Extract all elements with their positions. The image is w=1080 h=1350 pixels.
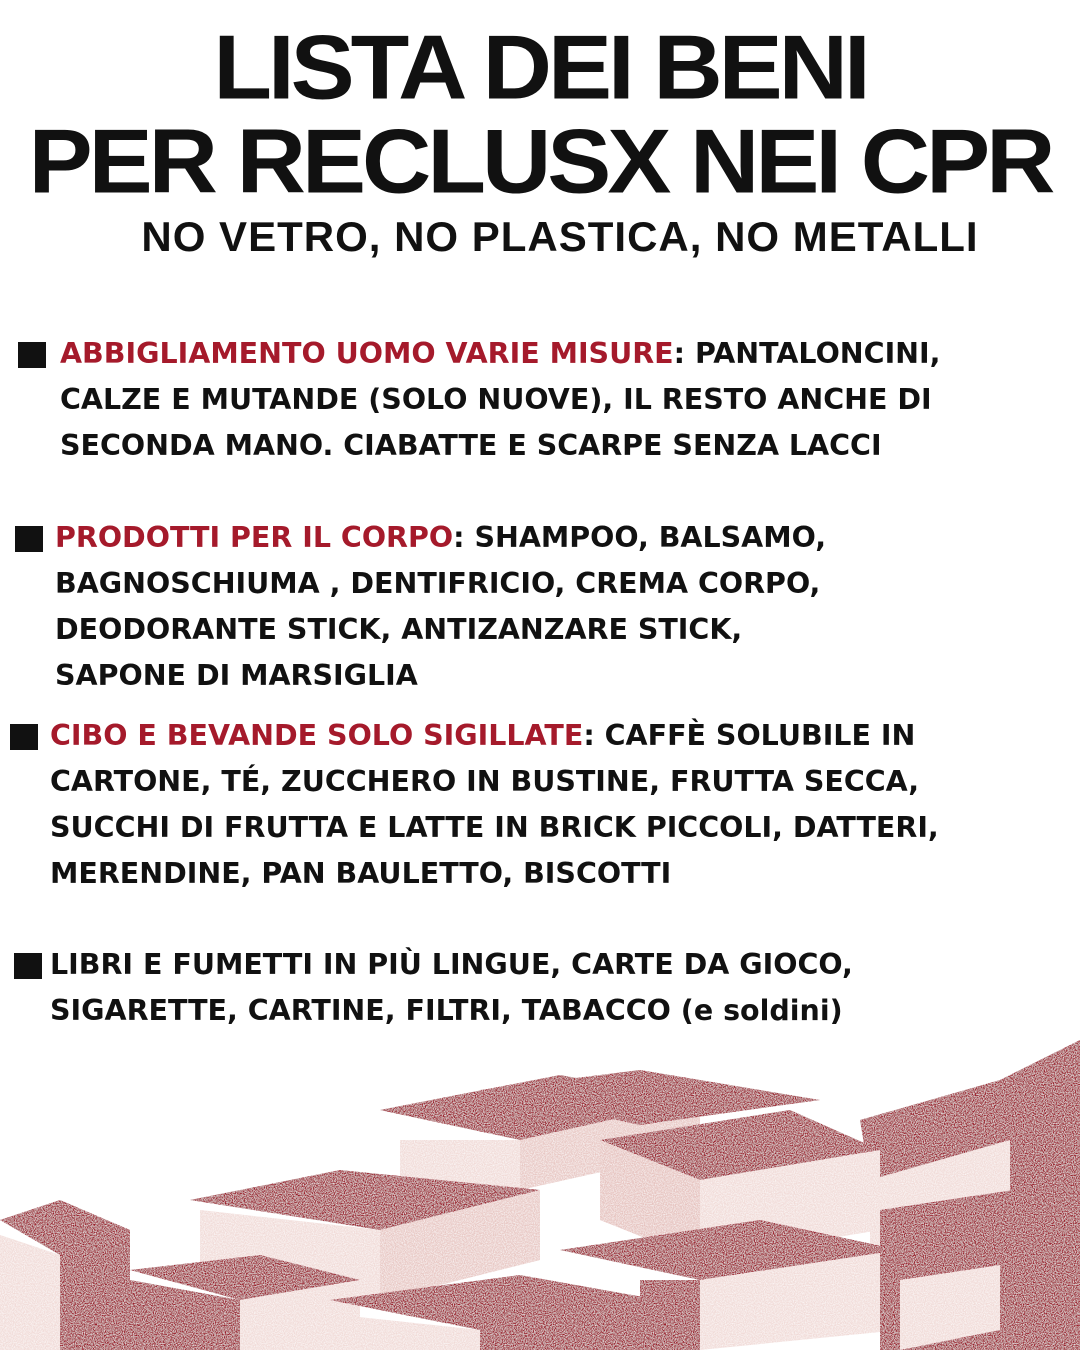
section-first-line — [50, 713, 939, 759]
item-line: CALZE E MUTANDE (SOLO NUOVE), IL RESTO ANCHE DI — [60, 383, 932, 416]
square-bullet-icon — [18, 342, 46, 368]
section-food-drinks — [50, 713, 939, 897]
category-label: PRODOTTI PER IL CORPO — [55, 521, 454, 554]
title-line-2: PER RECLUSX NEI CPR — [28, 110, 1052, 213]
item-line: CARTONE, TÉ, ZUCCHERO IN BUSTINE, FRUTTA SECCA, — [50, 765, 920, 798]
section-first-line — [55, 515, 826, 561]
square-bullet-icon — [15, 526, 43, 552]
item-line: DEODORANTE STICK, ANTIZANZARE STICK, — [55, 613, 743, 646]
item-text: : CAFFÈ SOLUBILE IN — [583, 719, 916, 752]
title-line-1: LISTA DEI BENI — [213, 16, 867, 119]
prison-buildings-illustration — [0, 1030, 1080, 1350]
item-line: SUCCHI DI FRUTTA E LATTE IN BRICK PICCOLI, DATTERI, — [50, 811, 939, 844]
square-bullet-icon — [10, 724, 38, 750]
item-text: : PANTALONCINI, — [673, 337, 941, 370]
item-line: BAGNOSCHIUMA , DENTIFRICIO, CREMA CORPO, — [55, 567, 821, 600]
section-clothing — [60, 331, 940, 469]
item-line: MERENDINE, PAN BAULETTO, BISCOTTI — [50, 857, 672, 890]
item-text: : SHAMPOO, BALSAMO, — [453, 521, 827, 554]
category-label: CIBO E BEVANDE SOLO SIGILLATE — [50, 719, 584, 752]
square-bullet-icon — [14, 953, 42, 979]
section-body-products — [55, 515, 826, 699]
item-line: SIGARETTE, CARTINE, FILTRI, TABACCO (e soldini) — [50, 994, 843, 1027]
subtitle: NO VETRO, NO PLASTICA, NO METALLI — [141, 213, 979, 260]
category-label: ABBIGLIAMENTO UOMO VARIE MISURE — [60, 337, 674, 370]
section-first-line: LIBRI E FUMETTI IN PIÙ LINGUE, CARTE DA GIOCO, — [50, 948, 853, 981]
item-line: SECONDA MANO. CIABATTE E SCARPE SENZA LACCI — [60, 429, 882, 462]
section-first-line — [60, 331, 940, 377]
section-books-misc — [50, 942, 853, 1034]
item-line: SAPONE DI MARSIGLIA — [55, 659, 418, 692]
